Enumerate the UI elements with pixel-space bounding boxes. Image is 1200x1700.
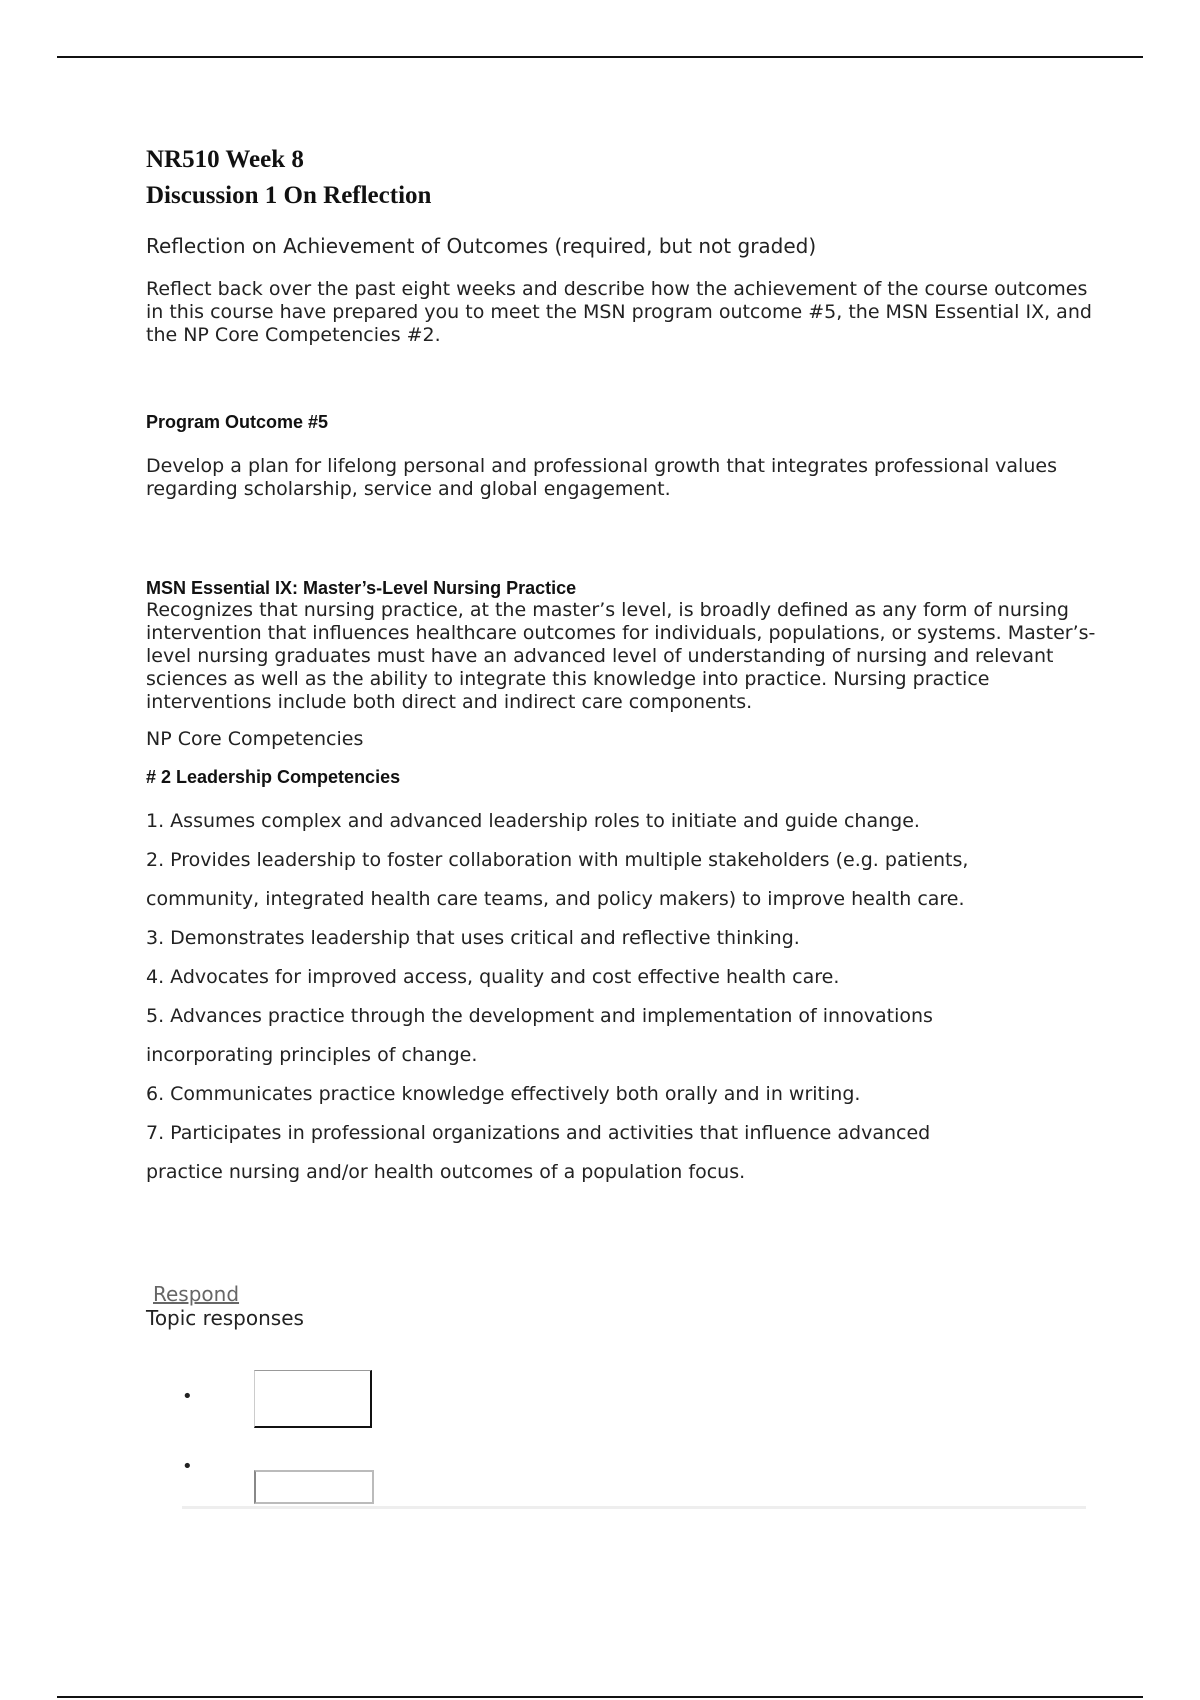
- bullet-icon: •: [182, 1456, 193, 1477]
- document-body: [146, 142, 1096, 1520]
- respond-link[interactable]: Respond: [153, 1282, 240, 1306]
- leadership-competency-list: [146, 802, 1006, 1192]
- np-core-label: NP Core Competencies: [146, 728, 364, 750]
- title-line-2: Discussion 1 On Reflection: [146, 182, 432, 209]
- competency-item: 1. Assumes complex and advanced leadership roles to initiate and guide change.: [146, 810, 920, 832]
- title-line-1: NR510 Week 8: [146, 146, 304, 173]
- top-rule: [57, 56, 1143, 58]
- competency-item: 4. Advocates for improved access, quality and cost effective health care.: [146, 966, 840, 988]
- response-placeholder-box[interactable]: [254, 1370, 372, 1428]
- intro-paragraph: Reflect back over the past eight weeks and describe how the achievement of the course outcomes in this course have prepared you to meet the MSN program outcome #5, the MSN Essential IX, and the NP Core Competencies #2.: [146, 278, 1092, 346]
- competency-item: 3. Demonstrates leadership that uses critical and reflective thinking.: [146, 927, 800, 949]
- program-outcome-heading: Program Outcome #5: [146, 412, 329, 432]
- competency-item: 5. Advances practice through the development and implementation of innovations incorporating principles of change.: [146, 1005, 933, 1066]
- program-outcome-text: Develop a plan for lifelong personal and professional growth that integrates professional values regarding scholarship, service and global engagement.: [146, 455, 1057, 500]
- msn-essential-text: Recognizes that nursing practice, at the master’s level, is broadly defined as any form of nursing intervention that influences healthcare outcomes for individuals, populations, or systems. Master’s-level nursing graduates must have an advanced level of understanding of nursing and relevant sciences as well as the ability to integrate this knowledge into practice. Nursing practice interventions include both direct and indirect care components.: [146, 599, 1096, 713]
- msn-essential-heading: MSN Essential IX: Master’s-Level Nursing Practice: [146, 578, 577, 598]
- bullet-icon: •: [182, 1386, 193, 1407]
- competency-item: 2. Provides leadership to foster collaboration with multiple stakeholders (e.g. patients, community, integrated health care teams, and policy makers) to improve health care.: [146, 849, 969, 910]
- bottom-rule: [57, 1696, 1143, 1698]
- competency-item: 6. Communicates practice knowledge effectively both orally and in writing.: [146, 1083, 861, 1105]
- document-subtitle: Reflection on Achievement of Outcomes (required, but not graded): [146, 234, 817, 258]
- topic-responses-label: Topic responses: [146, 1306, 304, 1330]
- document-title: [146, 142, 1096, 214]
- leadership-heading: # 2 Leadership Competencies: [146, 767, 401, 787]
- thread-divider: [182, 1506, 1086, 1509]
- competency-item: 7. Participates in professional organizations and activities that influence advanced practice nursing and/or health outcomes of a population focus.: [146, 1122, 931, 1183]
- response-placeholder-box[interactable]: [254, 1470, 374, 1504]
- topic-response-list: [146, 1330, 1096, 1520]
